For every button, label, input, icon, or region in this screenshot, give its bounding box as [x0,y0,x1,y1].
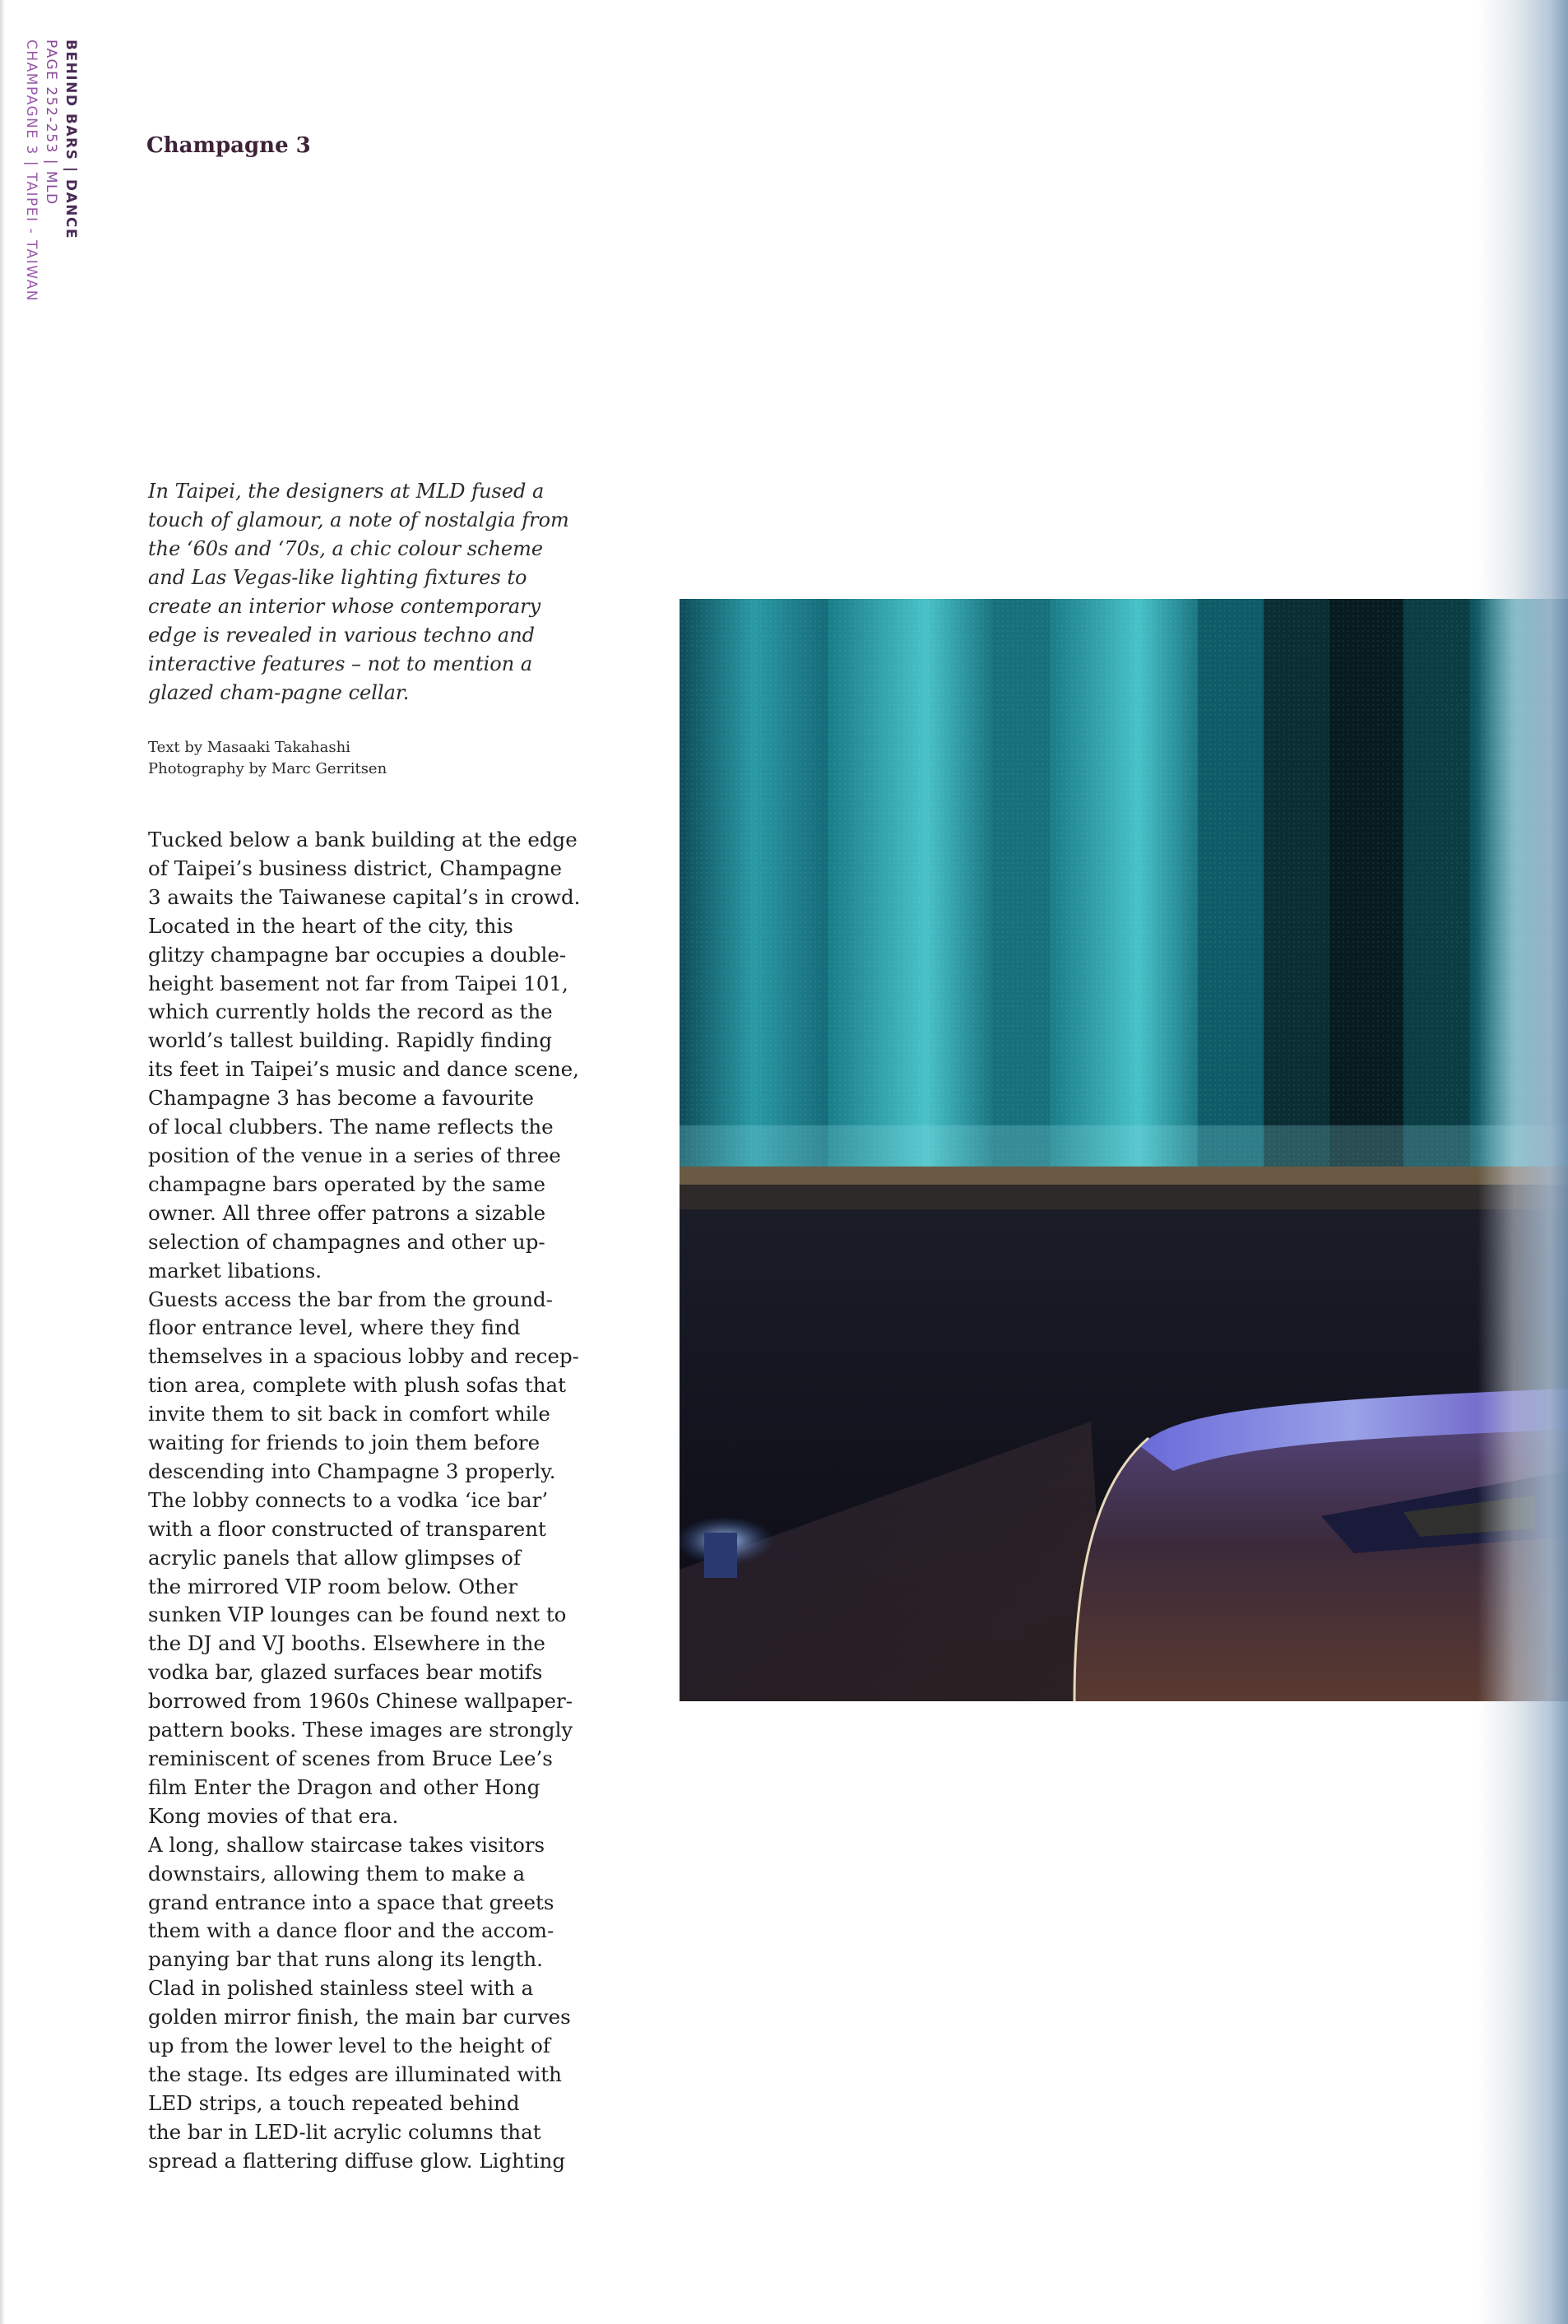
body-line: owner. All three offer patrons a sizable [148,1200,546,1225]
body-line: which currently holds the record as the [148,1000,553,1024]
body-line: with a floor constructed of transparent [148,1516,546,1541]
section-location: CHAMPAGNE 3 | TAIPEI - TAIWAN [23,39,39,302]
section-category: BEHIND BARS | DANCE [63,39,79,239]
text-credit: Text by Masaaki Takahashi [148,739,350,756]
photo-credit: Photography by Marc Gerritsen [148,760,387,777]
body-line: reminiscent of scenes from Bruce Lee’s [148,1746,553,1770]
body-line: spread a flattering diffuse glow. Lighting [148,2148,566,2173]
body-line: waiting for friends to join them before [148,1431,540,1455]
page-gutter-shade [1478,0,1568,2324]
body-line: the stage. Its edges are illuminated with [148,2062,562,2086]
body-line: of local clubbers. The name reflects the [148,1115,554,1139]
body-line: the mirrored VIP room below. Other [148,1574,518,1598]
body-line: themselves in a spacious lobby and recep- [148,1344,579,1369]
body-line: invite them to sit back in comfort while [148,1402,550,1426]
body-line: height basement not far from Taipei 101, [148,971,568,995]
body-line: vodka bar, glazed surfaces bear motifs [148,1660,543,1685]
body-line: acrylic panels that allow glimpses of [148,1545,521,1570]
body-line: floor entrance level, where they find [148,1315,521,1340]
article-credits [148,737,387,780]
body-line: Champagne 3 has become a favourite [148,1086,535,1111]
body-line: film Enter the Dragon and other Hong [148,1774,540,1799]
body-line: sunken VIP lounges can be found next to [148,1603,567,1627]
body-line: market libations. [148,1258,322,1283]
body-line: of Taipei’s business district, Champagne [148,856,562,880]
body-line: A long, shallow staircase takes visitors [148,1832,545,1857]
section-marker [18,39,84,303]
body-line: up from the lower level to the height of [148,2034,550,2058]
body-line: world’s tallest building. Rapidly finding [148,1028,553,1053]
body-line: tion area, complete with plush sofas that [148,1373,566,1398]
body-line: descending into Champagne 3 properly. [148,1459,556,1483]
body-line: 3 awaits the Taiwanese capital’s in crowd. [148,884,581,909]
page-left-edge [0,0,5,2324]
article-body [148,826,581,2176]
body-line: the DJ and VJ booths. Elsewhere in the [148,1631,545,1656]
body-line: borrowed from 1960s Chinese wallpaper- [148,1689,573,1714]
body-line: Clad in polished stainless steel with a [148,1976,534,2001]
body-line: Guests access the bar from the ground- [148,1287,553,1311]
body-line: glitzy champagne bar occupies a double- [148,942,567,967]
body-line: pattern books. These images are strongly [148,1718,573,1742]
body-line: downstairs, allowing them to make a [148,1861,526,1886]
body-line: golden mirror finish, the main bar curves [148,2005,571,2029]
body-line: Tucked below a bank building at the edge [148,828,578,851]
body-line: Located in the heart of the city, this [148,913,513,938]
body-line: them with a dance floor and the accom- [148,1918,554,1943]
body-line: position of the venue in a series of three [148,1143,561,1167]
body-line: selection of champagnes and other up- [148,1229,545,1254]
body-line: champagne bars operated by the same [148,1171,545,1196]
article-intro: In Taipei, the designers at MLD fused a touch of glamour, a note of nostalgia from the ‘60s and ‘70s, a chic colour scheme and Las Vegas-like lighting fixtures to create an interior whose contemporary edge is revealed in various techno and interactive features – not to mention a glazed cham-pagne cellar. [148,480,569,704]
article-title: Champagne 3 [146,133,311,158]
body-line: Kong movies of that era. [148,1803,399,1828]
interior-photo [680,599,1568,1701]
body-line: grand entrance into a space that greets [148,1890,554,1914]
body-line: The lobby connects to a vodka ‘ice bar’ [148,1487,549,1512]
section-pages: PAGE 252-253 | MLD [43,39,59,206]
body-line: panying bar that runs along its length. [148,1947,543,1972]
body-line: the bar in LED-lit acrylic columns that [148,2119,541,2144]
body-line: LED strips, a touch repeated behind [148,2090,520,2115]
body-line: its feet in Taipei’s music and dance scene, [148,1057,579,1082]
